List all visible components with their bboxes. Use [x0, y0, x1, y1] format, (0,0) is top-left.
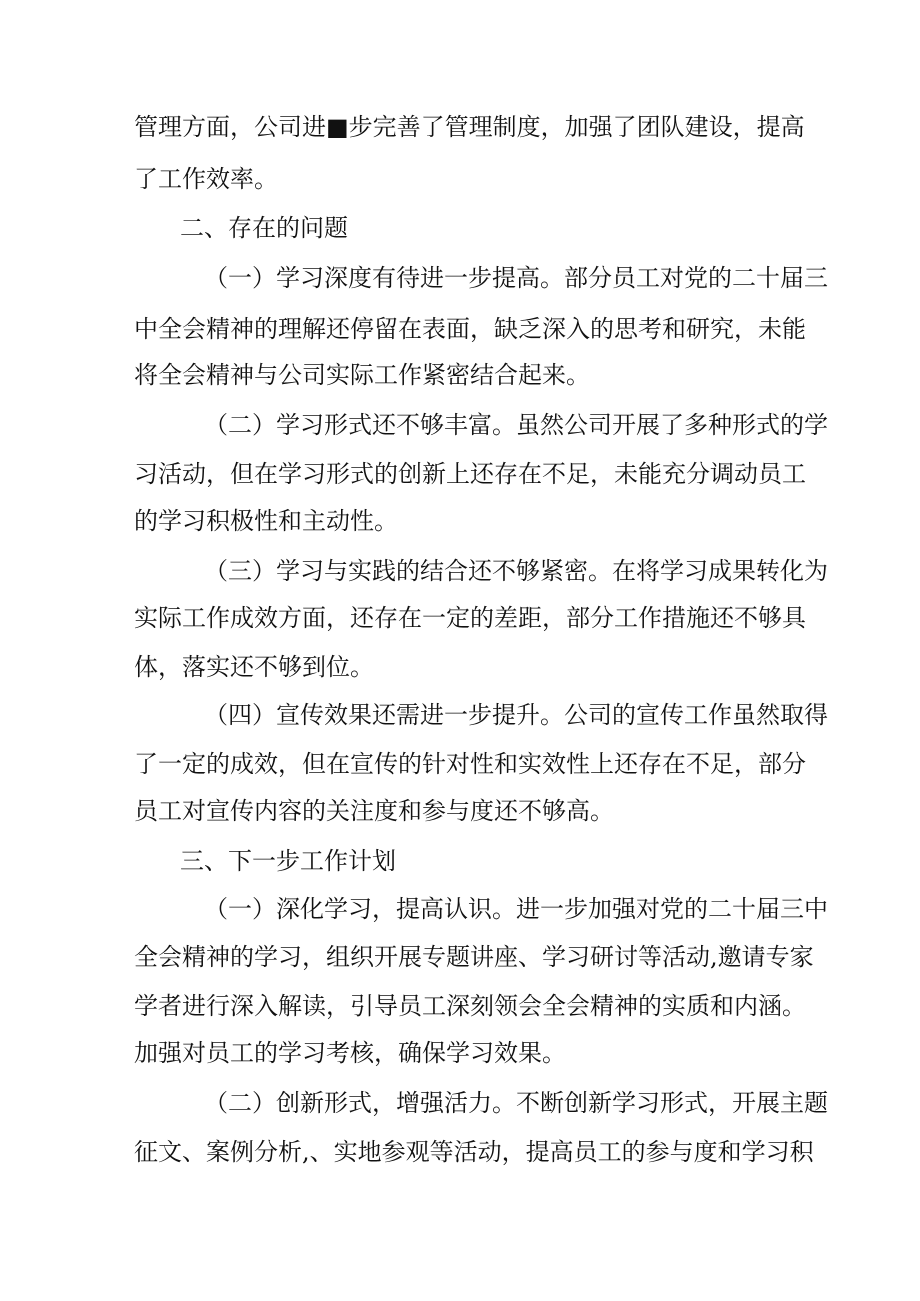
body-text-line: [0, 107, 920, 147]
paragraph-line: [0, 1083, 920, 1123]
text-line-15: 员工对宣传内容的关注度和参与度还不够高。: [134, 797, 614, 825]
text-line-10: （三）学习与实践的结合还不够紧密。在将学习成果转化为: [204, 557, 828, 585]
paragraph-line: [0, 551, 920, 591]
text-line-19: 学者进行深入解读，引导员工深刻领会全会精神的实质和内涵。: [134, 992, 806, 1020]
section-heading: [0, 841, 920, 881]
paragraph-line: [0, 1033, 920, 1073]
text-line-17: （一）深化学习，提高认识。进一步加强对党的二十届三中: [204, 895, 828, 923]
paragraph-line: [0, 355, 920, 395]
paragraph-line: [0, 695, 920, 735]
text-line-22: 征文、案例分析,、实地参观等活动，提高员工的参与度和学习积: [134, 1138, 814, 1166]
text-line-20: 加强对员工的学习考核，确保学习效果。: [134, 1039, 566, 1067]
paragraph-line: [0, 405, 920, 445]
paragraph-line: [0, 744, 920, 784]
paragraph-line: [0, 309, 920, 349]
paragraph-line: [0, 889, 920, 929]
paragraph-line: [0, 258, 920, 298]
paragraph-line: [0, 986, 920, 1026]
paragraph-line: [0, 501, 920, 541]
text-line-5: 中全会精神的理解还停留在表面，缺乏深入的思考和研究，未能: [134, 315, 806, 343]
text-line-14: 了一定的成效，但在宣传的针对性和实效性上还存在不足，部分: [134, 750, 806, 778]
paragraph-line: [0, 598, 920, 638]
paragraph-line: [0, 791, 920, 831]
paragraph-line: [0, 454, 920, 494]
text-line-21: （二）创新形式，增强活力。不断创新学习形式，开展主题: [204, 1089, 828, 1117]
paragraph-line: [0, 647, 920, 687]
paragraph-line: [0, 1132, 920, 1172]
heading-next-steps: 三、下一步工作计划: [180, 847, 396, 875]
text-line-7: （二）学习形式还不够丰富。虽然公司开展了多种形式的学: [204, 411, 828, 439]
text-line-6: 将全会精神与公司实际工作紧密结合起来。: [134, 361, 590, 389]
text-line-18: 全会精神的学习，组织开展专题讲座、学习研讨等活动,邀请专家: [134, 943, 814, 971]
text-line-12: 体，落实还不够到位。: [134, 653, 374, 681]
paragraph-line: [0, 937, 920, 977]
body-text-line: [0, 159, 920, 199]
text-line-2: 了工作效率。: [134, 165, 278, 193]
heading-existing-problems: 二、存在的问题: [180, 214, 348, 242]
text-line-9: 的学习积极性和主动性。: [134, 507, 398, 535]
text-line-8: 习活动，但在学习形式的创新上还存在不足，未能充分调动员工: [134, 460, 806, 488]
text-line-13: （四）宣传效果还需进一步提升。公司的宣传工作虽然取得: [204, 701, 828, 729]
section-heading: [0, 208, 920, 248]
text-line-4: （一）学习深度有待进一步提高。部分员工对党的二十届三: [204, 264, 828, 292]
text-line-1: 管理方面，公司进■步完善了管理制度，加强了团队建设，提高: [134, 113, 805, 141]
text-line-11: 实际工作成效方面，还存在一定的差距，部分工作措施还不够具: [134, 604, 806, 632]
